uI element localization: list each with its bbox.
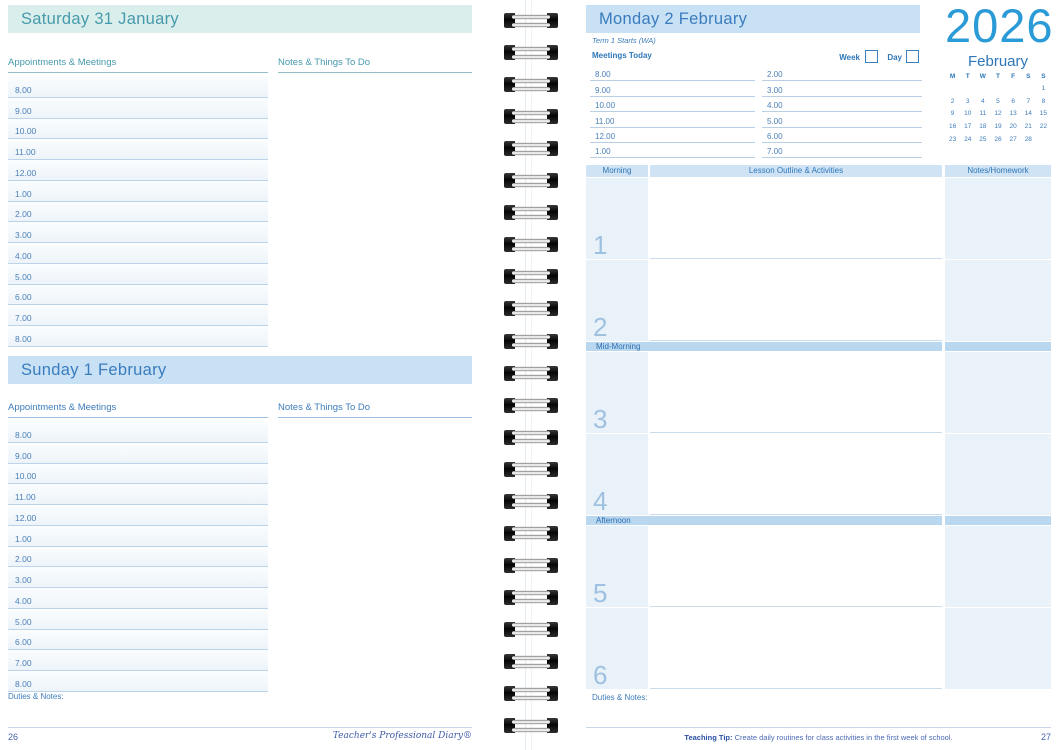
saturday-notes-area[interactable] bbox=[278, 76, 472, 346]
sunday-notes-header: Notes & Things To Do bbox=[278, 402, 472, 418]
sunday-time-slot[interactable]: 8.00 bbox=[8, 671, 268, 692]
calendar-day-headers bbox=[945, 71, 1051, 83]
period-label-cell bbox=[586, 352, 648, 433]
binding-coil bbox=[504, 654, 558, 669]
period-label-cell bbox=[586, 260, 648, 341]
saturday-time-slot[interactable]: 1.00 bbox=[8, 181, 268, 202]
calendar-day-header: T bbox=[965, 73, 970, 80]
year-label: 2026 bbox=[945, 0, 1054, 52]
right-page bbox=[580, 0, 1061, 750]
teaching-tip bbox=[586, 733, 1051, 742]
meeting-time-slot[interactable]: 4.00 bbox=[762, 97, 922, 112]
lesson-outline-cell[interactable] bbox=[650, 608, 942, 689]
binding-coil bbox=[504, 109, 558, 124]
calendar-date[interactable]: 1 bbox=[1041, 85, 1046, 92]
meeting-times-left bbox=[590, 66, 755, 158]
saturday-time-slot[interactable]: 5.00 bbox=[8, 264, 268, 285]
saturday-appointments-header: Appointments & Meetings bbox=[8, 57, 268, 73]
sunday-time-slot[interactable]: 7.00 bbox=[8, 650, 268, 671]
binding-coil bbox=[504, 494, 558, 509]
binding-coil bbox=[504, 398, 558, 413]
binding-coil bbox=[504, 45, 558, 60]
day-label: Day bbox=[887, 53, 902, 62]
lesson-outline-column-header: Lesson Outline & Activities bbox=[650, 165, 942, 177]
calendar-date[interactable] bbox=[1036, 134, 1051, 147]
binding-coil bbox=[504, 237, 558, 252]
binding-coil bbox=[504, 686, 558, 701]
notes-homework-cell[interactable] bbox=[945, 608, 1051, 689]
right-duties-label: Duties & Notes: bbox=[592, 693, 648, 702]
meeting-time-slot[interactable]: 9.00 bbox=[590, 81, 755, 96]
calendar-date[interactable]: 23 bbox=[948, 135, 957, 143]
meeting-time-slot[interactable]: 3.00 bbox=[762, 81, 922, 96]
binding-coil bbox=[504, 173, 558, 188]
calendar-day-header: F bbox=[1011, 73, 1016, 80]
period-number: 5 bbox=[593, 578, 608, 608]
calendar-date[interactable]: 12 bbox=[994, 110, 1002, 118]
meeting-time-slot[interactable]: 1.00 bbox=[590, 143, 755, 158]
meeting-time-slot[interactable]: 7.00 bbox=[762, 143, 922, 158]
sunday-time-slot[interactable]: 9.00 bbox=[8, 443, 268, 464]
left-page-number: 26 bbox=[8, 732, 19, 742]
binding-coil bbox=[504, 269, 558, 284]
calendar-date[interactable]: 14 bbox=[1024, 110, 1032, 118]
calendar-date[interactable]: 9 bbox=[950, 110, 955, 118]
period-number: 6 bbox=[593, 660, 608, 690]
notes-homework-cell[interactable] bbox=[945, 260, 1051, 341]
calendar-date[interactable]: 20 bbox=[1009, 123, 1017, 131]
calendar-day-header: T bbox=[996, 73, 1000, 80]
calendar-date[interactable]: 2 bbox=[950, 97, 955, 105]
right-page-number: 27 bbox=[1040, 732, 1051, 742]
calendar-date[interactable]: 3 bbox=[965, 97, 970, 105]
left-duties-area[interactable] bbox=[8, 700, 472, 725]
binding-coil bbox=[504, 462, 558, 477]
lesson-outline-cell[interactable] bbox=[650, 526, 942, 607]
meeting-time-slot[interactable]: 12.00 bbox=[590, 128, 755, 143]
saturday-time-slot[interactable]: 2.00 bbox=[8, 202, 268, 223]
saturday-notes-header: Notes & Things To Do bbox=[278, 57, 472, 73]
saturday-time-slot[interactable]: 8.00 bbox=[8, 77, 268, 98]
calendar-date[interactable]: 11 bbox=[979, 110, 987, 118]
mini-calendar-grid bbox=[945, 83, 1051, 146]
calendar-date[interactable]: 22 bbox=[1039, 123, 1048, 131]
notes-homework-cell[interactable] bbox=[945, 526, 1051, 607]
calendar-date[interactable]: 18 bbox=[979, 123, 987, 131]
calendar-date[interactable]: 4 bbox=[981, 97, 985, 105]
brand-text: Teacher's Professional Diary® bbox=[332, 731, 472, 741]
teaching-tip-text: Create daily routines for class activities in the first week of school. bbox=[732, 733, 953, 742]
monday-title: Monday 2 February bbox=[599, 10, 748, 28]
saturday-time-slot[interactable]: 10.00 bbox=[8, 119, 268, 140]
period-label-cell bbox=[586, 178, 648, 259]
lesson-outline-cell[interactable] bbox=[650, 434, 942, 515]
calendar-date[interactable]: 16 bbox=[948, 123, 957, 131]
binding-coil bbox=[504, 622, 558, 637]
saturday-times-list bbox=[8, 77, 268, 347]
period-number: 2 bbox=[593, 312, 608, 342]
meeting-time-slot[interactable]: 2.00 bbox=[762, 66, 922, 81]
sunday-appointments-header: Appointments & Meetings bbox=[8, 402, 268, 418]
period-label-cell bbox=[586, 608, 648, 689]
teaching-tip-label: Teaching Tip: bbox=[684, 733, 733, 742]
notes-homework-cell[interactable] bbox=[945, 352, 1051, 433]
calendar-day-header: S bbox=[1026, 73, 1031, 80]
saturday-time-slot[interactable]: 8.00 bbox=[8, 326, 268, 347]
calendar-date[interactable]: 5 bbox=[996, 97, 1000, 105]
calendar-date[interactable]: 17 bbox=[964, 123, 972, 131]
calendar-date[interactable]: 19 bbox=[994, 123, 1002, 131]
meeting-time-slot[interactable]: 8.00 bbox=[590, 66, 755, 81]
lesson-outline-cell[interactable] bbox=[650, 260, 942, 341]
period-label-cell bbox=[586, 434, 648, 515]
sunday-notes-area[interactable] bbox=[278, 421, 472, 691]
right-duties-area[interactable] bbox=[586, 701, 1051, 725]
binding-coil bbox=[504, 205, 558, 220]
calendar-month-label: February bbox=[967, 53, 1029, 70]
calendar-date[interactable] bbox=[960, 83, 975, 96]
term-note: Term 1 Starts (WA) bbox=[592, 36, 656, 45]
meeting-times-right bbox=[762, 66, 922, 158]
calendar-date[interactable]: 26 bbox=[994, 135, 1002, 143]
sunday-title: Sunday 1 February bbox=[21, 361, 167, 379]
calendar-day-header: W bbox=[979, 73, 986, 80]
meetings-today-label: Meetings Today bbox=[592, 51, 652, 60]
right-footer-rule bbox=[586, 727, 1051, 728]
binding-coil bbox=[504, 334, 558, 349]
period-number: 1 bbox=[593, 230, 608, 260]
day-checkbox[interactable] bbox=[906, 50, 919, 63]
period-label-cell bbox=[586, 526, 648, 607]
binding-coil bbox=[504, 718, 558, 733]
lesson-outline-cell[interactable] bbox=[650, 352, 942, 433]
calendar-day-header: S bbox=[1041, 73, 1046, 80]
meeting-time-slot[interactable]: 6.00 bbox=[762, 128, 922, 143]
sunday-time-slot[interactable]: 11.00 bbox=[8, 484, 268, 505]
saturday-header bbox=[8, 5, 472, 33]
sunday-header bbox=[8, 356, 472, 384]
calendar-date[interactable] bbox=[975, 83, 990, 96]
lesson-table-header bbox=[586, 165, 1051, 177]
period-row bbox=[586, 608, 1051, 689]
binding-coil bbox=[504, 13, 558, 28]
notes-homework-cell[interactable] bbox=[945, 434, 1051, 515]
binding-coil bbox=[504, 366, 558, 381]
afternoon-divider bbox=[586, 516, 1051, 525]
week-checkbox[interactable] bbox=[865, 50, 878, 63]
binding-coil bbox=[504, 301, 558, 316]
calendar-date[interactable]: 7 bbox=[1026, 97, 1031, 105]
calendar-date[interactable]: 25 bbox=[979, 135, 987, 143]
mid-morning-divider bbox=[586, 342, 1051, 351]
calendar-date[interactable]: 10 bbox=[964, 110, 972, 118]
calendar-date[interactable]: 8 bbox=[1041, 97, 1046, 105]
sunday-time-slot[interactable]: 3.00 bbox=[8, 567, 268, 588]
saturday-time-slot[interactable]: 12.00 bbox=[8, 160, 268, 181]
sunday-time-slot[interactable]: 2.00 bbox=[8, 547, 268, 568]
binding-coil bbox=[504, 141, 558, 156]
period-row bbox=[586, 526, 1051, 607]
left-footer-rule bbox=[8, 727, 472, 728]
period-row bbox=[586, 260, 1051, 341]
sunday-times-list bbox=[8, 422, 268, 692]
calendar-date[interactable]: 13 bbox=[1009, 110, 1017, 118]
notes-homework-cell[interactable] bbox=[945, 178, 1051, 259]
monday-header bbox=[586, 5, 920, 33]
sunday-time-slot[interactable]: 12.00 bbox=[8, 505, 268, 526]
saturday-time-slot[interactable]: 3.00 bbox=[8, 222, 268, 243]
meeting-time-slot[interactable]: 11.00 bbox=[590, 112, 755, 127]
morning-column-header: Morning bbox=[586, 165, 648, 177]
sunday-time-slot[interactable]: 5.00 bbox=[8, 609, 268, 630]
calendar-day-header: M bbox=[949, 73, 956, 80]
calendar-date[interactable] bbox=[1006, 83, 1021, 96]
lesson-outline-cell[interactable] bbox=[650, 178, 942, 259]
calendar-date[interactable]: 21 bbox=[1024, 123, 1032, 131]
sunday-time-slot[interactable]: 1.00 bbox=[8, 526, 268, 547]
lesson-table bbox=[586, 165, 1051, 690]
saturday-time-slot[interactable]: 6.00 bbox=[8, 285, 268, 306]
calendar-date[interactable]: 28 bbox=[1024, 135, 1032, 143]
left-duties-label: Duties & Notes: bbox=[8, 692, 64, 701]
calendar-date[interactable]: 15 bbox=[1039, 110, 1048, 118]
period-row bbox=[586, 178, 1051, 259]
divider-bar-segment bbox=[945, 516, 1051, 525]
calendar-date[interactable] bbox=[945, 83, 960, 96]
saturday-time-slot[interactable]: 4.00 bbox=[8, 243, 268, 264]
calendar-date[interactable]: 27 bbox=[1009, 135, 1017, 143]
saturday-time-slot[interactable]: 11.00 bbox=[8, 139, 268, 160]
meeting-time-slot[interactable]: 5.00 bbox=[762, 112, 922, 127]
saturday-time-slot[interactable]: 7.00 bbox=[8, 305, 268, 326]
calendar-date[interactable]: 6 bbox=[1011, 97, 1015, 105]
period-number: 4 bbox=[593, 486, 608, 516]
binding-coil bbox=[504, 77, 558, 92]
saturday-title: Saturday 31 January bbox=[21, 10, 179, 28]
sunday-time-slot[interactable]: 6.00 bbox=[8, 630, 268, 651]
week-label: Week bbox=[839, 53, 860, 62]
divider-bar-segment bbox=[945, 342, 1051, 351]
binding-coil bbox=[504, 558, 558, 573]
binding-coil bbox=[504, 430, 558, 445]
afternoon-label: Afternoon bbox=[586, 516, 942, 525]
sunday-time-slot[interactable]: 10.00 bbox=[8, 464, 268, 485]
calendar-date[interactable]: 24 bbox=[964, 135, 972, 143]
period-row bbox=[586, 434, 1051, 515]
mid-morning-label: Mid-Morning bbox=[586, 342, 942, 351]
binding-coil bbox=[504, 526, 558, 541]
binding-coil bbox=[504, 590, 558, 605]
period-row bbox=[586, 352, 1051, 433]
left-page bbox=[0, 0, 480, 750]
calendar-date[interactable] bbox=[990, 83, 1005, 96]
sunday-time-slot[interactable]: 8.00 bbox=[8, 422, 268, 443]
notes-homework-column-header: Notes/Homework bbox=[945, 165, 1051, 177]
sunday-time-slot[interactable]: 4.00 bbox=[8, 588, 268, 609]
saturday-time-slot[interactable]: 9.00 bbox=[8, 98, 268, 119]
calendar-date[interactable] bbox=[1021, 83, 1036, 96]
period-number: 3 bbox=[593, 404, 608, 434]
meeting-time-slot[interactable]: 10.00 bbox=[590, 97, 755, 112]
